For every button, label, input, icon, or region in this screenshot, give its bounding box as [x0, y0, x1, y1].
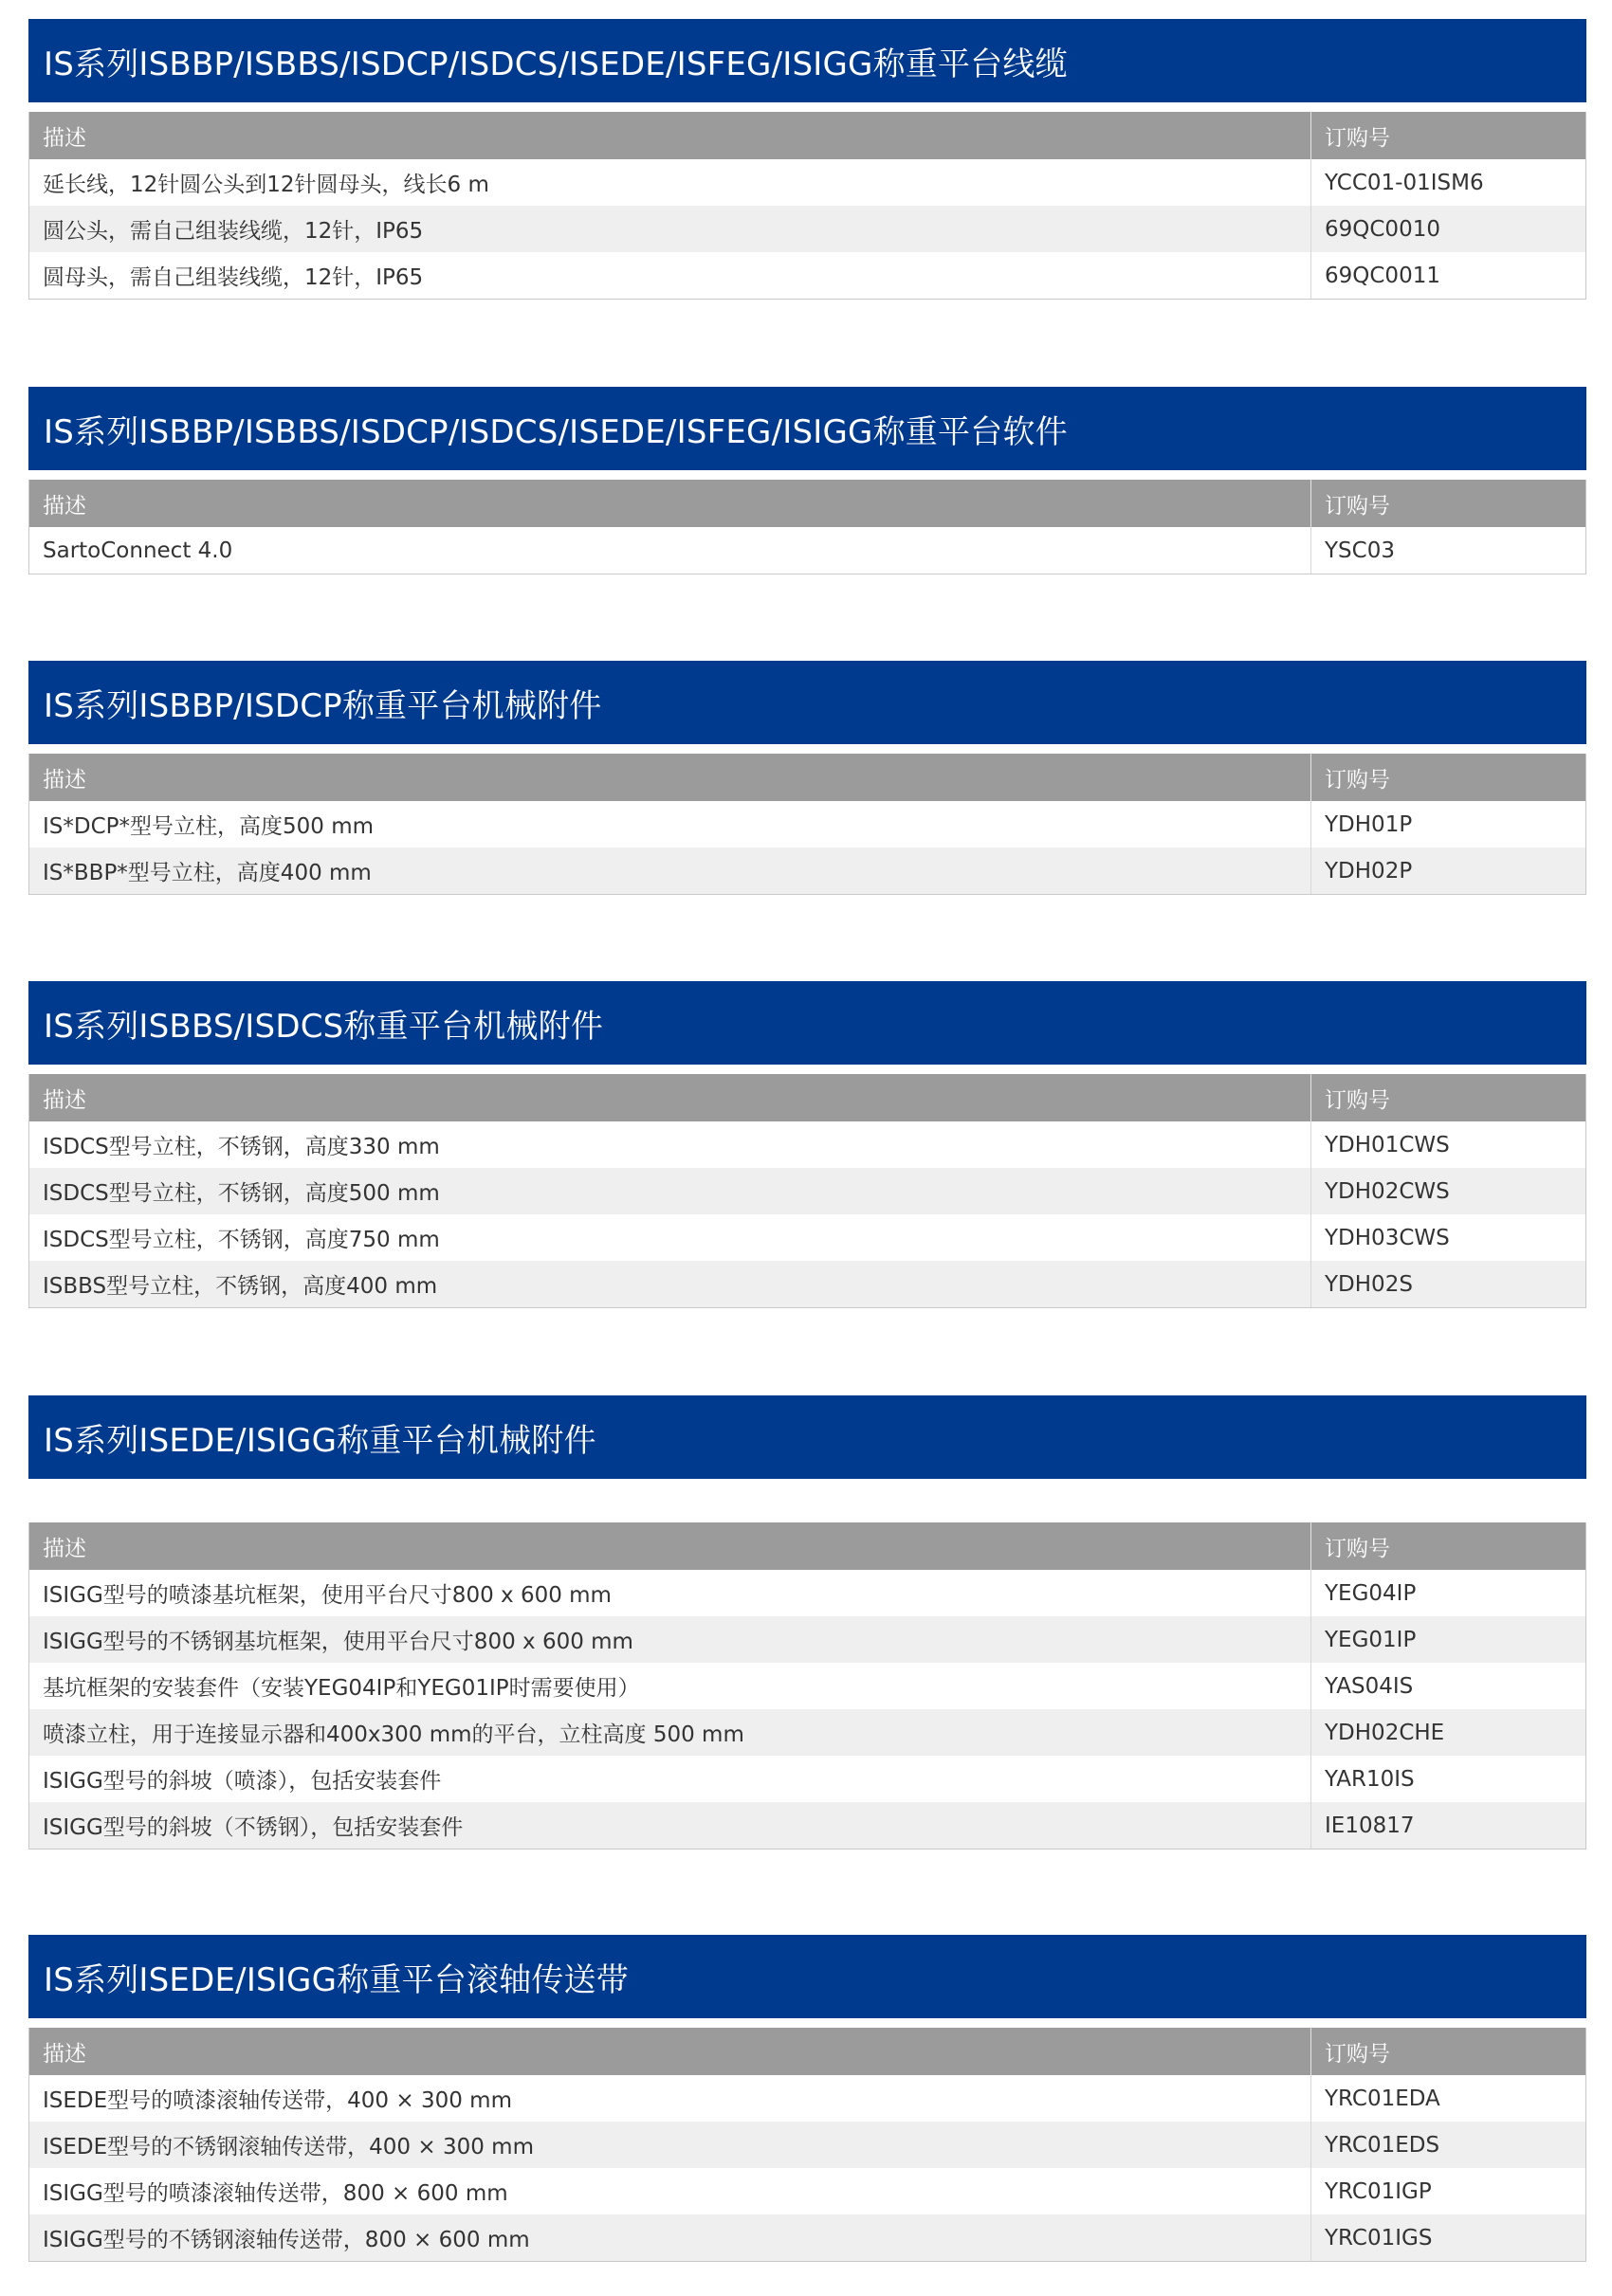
order-number-cell: YDH02P	[1325, 858, 1413, 884]
order-number-cell: YRC01EDS	[1325, 2132, 1440, 2158]
column-header-order-number: 订购号	[1325, 2041, 1390, 2067]
order-number-cell: YRC01EDA	[1325, 2086, 1440, 2111]
section-software	[28, 387, 1586, 574]
section-title: IS系列ISBBP/ISBBS/ISDCP/ISDCS/ISEDE/ISFEG/ISIGG称重平台线缆	[28, 19, 1586, 102]
product-table	[28, 112, 1586, 300]
order-number-cell: YDH03CWS	[1325, 1225, 1450, 1250]
description-cell: ISDCS型号立柱，不锈钢，高度750 mm	[29, 1214, 1311, 1261]
table-row	[29, 2075, 1585, 2122]
table-header-row	[29, 112, 1585, 159]
order-number-cell: YEG01IP	[1325, 1627, 1417, 1652]
description-cell: ISDCS型号立柱，不锈钢，高度500 mm	[29, 1168, 1311, 1214]
order-number-cell: 69QC0010	[1325, 216, 1440, 242]
description-cell: ISIGG型号的斜坡（不锈钢），包括安装套件	[29, 1802, 1311, 1849]
column-header-order-number: 订购号	[1325, 493, 1390, 519]
order-number-cell: IE10817	[1325, 1813, 1415, 1838]
description-cell: ISIGG型号的喷漆滚轴传送带，800 × 600 mm	[29, 2168, 1311, 2214]
table-row	[29, 527, 1585, 574]
table-header-row	[29, 1522, 1585, 1570]
product-table	[28, 1074, 1586, 1308]
description-cell: SartoConnect 4.0	[29, 527, 1311, 574]
description-cell: 喷漆立柱，用于连接显示器和400x300 mm的平台，立柱高度 500 mm	[29, 1709, 1311, 1756]
section-mech-bbs-dcs	[28, 981, 1586, 1308]
description-cell: ISIGG型号的不锈钢基坑框架，使用平台尺寸800 x 600 mm	[29, 1616, 1311, 1663]
description-cell: 圆母头，需自己组装线缆，12针，IP65	[29, 252, 1311, 299]
description-cell: ISEDE型号的喷漆滚轴传送带，400 × 300 mm	[29, 2075, 1311, 2122]
order-number-cell: 69QC0011	[1325, 263, 1440, 288]
column-header-order-number: 订购号	[1325, 1536, 1390, 1561]
section-title: IS系列ISBBP/ISBBS/ISDCP/ISDCS/ISEDE/ISFEG/ISIGG称重平台软件	[28, 387, 1586, 470]
order-number-cell: YDH02CWS	[1325, 1178, 1450, 1204]
table-header-row	[29, 2028, 1585, 2075]
order-number-cell: YSC03	[1325, 538, 1395, 563]
table-header-row	[29, 480, 1585, 527]
description-cell: ISDCS型号立柱，不锈钢，高度330 mm	[29, 1121, 1311, 1168]
description-cell: ISEDE型号的不锈钢滚轴传送带，400 × 300 mm	[29, 2122, 1311, 2168]
table-header-row	[29, 1074, 1585, 1121]
order-number-cell: YAS04IS	[1325, 1673, 1414, 1699]
column-header-order-number: 订购号	[1325, 767, 1390, 793]
order-number-cell: YDH02CHE	[1325, 1720, 1445, 1745]
table-row	[29, 847, 1585, 894]
product-table	[28, 1522, 1586, 1850]
section-mech-bbp-dcp	[28, 661, 1586, 895]
table-row	[29, 1168, 1585, 1214]
description-cell: IS*BBP*型号立柱，高度400 mm	[29, 847, 1311, 894]
table-row	[29, 206, 1585, 252]
column-header-order-number: 订购号	[1325, 1087, 1390, 1113]
section-title: IS系列ISBBP/ISDCP称重平台机械附件	[28, 661, 1586, 744]
table-row	[29, 1756, 1585, 1802]
table-row	[29, 1261, 1585, 1307]
table-row	[29, 252, 1585, 299]
column-header-order-number: 订购号	[1325, 125, 1390, 151]
table-row	[29, 1214, 1585, 1261]
column-header-description: 描述	[29, 1522, 1311, 1570]
table-row	[29, 801, 1585, 847]
description-cell: ISBBS型号立柱，不锈钢，高度400 mm	[29, 1261, 1311, 1307]
order-number-cell: YRC01IGP	[1325, 2178, 1432, 2204]
product-table	[28, 754, 1586, 895]
order-number-cell: YDH01P	[1325, 811, 1413, 837]
table-row	[29, 1121, 1585, 1168]
table-row	[29, 2122, 1585, 2168]
section-mech-ede-igg	[28, 1395, 1586, 1850]
description-cell: 延长线，12针圆公头到12针圆母头，线长6 m	[29, 159, 1311, 206]
order-number-cell: YDH02S	[1325, 1271, 1413, 1297]
table-row	[29, 2214, 1585, 2261]
table-row	[29, 1663, 1585, 1709]
column-header-description: 描述	[29, 480, 1311, 527]
column-header-description: 描述	[29, 112, 1311, 159]
product-table	[28, 480, 1586, 574]
description-cell: 基坑框架的安装套件（安装YEG04IP和YEG01IP时需要使用）	[29, 1663, 1311, 1709]
table-row	[29, 1570, 1585, 1616]
column-header-description: 描述	[29, 754, 1311, 801]
table-row	[29, 1616, 1585, 1663]
description-cell: IS*DCP*型号立柱，高度500 mm	[29, 801, 1311, 847]
order-number-cell: YCC01-01ISM6	[1325, 170, 1484, 195]
description-cell: ISIGG型号的斜坡（喷漆），包括安装套件	[29, 1756, 1311, 1802]
section-title: IS系列ISEDE/ISIGG称重平台滚轴传送带	[28, 1935, 1586, 2018]
order-number-cell: YDH01CWS	[1325, 1132, 1450, 1157]
column-header-description: 描述	[29, 1074, 1311, 1121]
section-cables	[28, 19, 1586, 300]
order-number-cell: YRC01IGS	[1325, 2225, 1433, 2250]
table-row	[29, 2168, 1585, 2214]
table-row	[29, 159, 1585, 206]
table-header-row	[29, 754, 1585, 801]
order-number-cell: YAR10IS	[1325, 1766, 1415, 1792]
description-cell: ISIGG型号的喷漆基坑框架，使用平台尺寸800 x 600 mm	[29, 1570, 1311, 1616]
table-row	[29, 1802, 1585, 1849]
section-title: IS系列ISBBS/ISDCS称重平台机械附件	[28, 981, 1586, 1065]
description-cell: ISIGG型号的不锈钢滚轴传送带，800 × 600 mm	[29, 2214, 1311, 2261]
column-header-description: 描述	[29, 2028, 1311, 2075]
table-row	[29, 1709, 1585, 1756]
section-title: IS系列ISEDE/ISIGG称重平台机械附件	[28, 1395, 1586, 1479]
section-roller-conveyor	[28, 1935, 1586, 2262]
description-cell: 圆公头，需自己组装线缆，12针，IP65	[29, 206, 1311, 252]
product-table	[28, 2028, 1586, 2262]
order-number-cell: YEG04IP	[1325, 1580, 1417, 1606]
